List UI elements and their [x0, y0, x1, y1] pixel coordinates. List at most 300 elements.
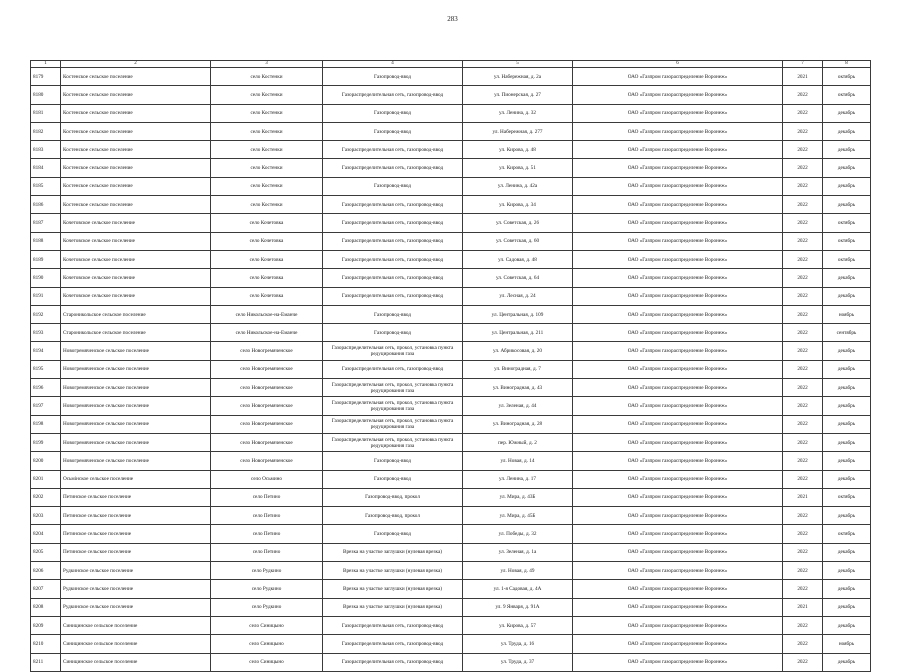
month-cell: октябрь — [823, 86, 871, 104]
table-row — [31, 470, 871, 488]
address-cell: ул. Победы, д. 32 — [463, 525, 573, 543]
settlement-name-cell: Костенское сельское поселение — [61, 177, 211, 195]
row-number-cell: 8181 — [31, 104, 61, 122]
object-type-cell: Газопровод-ввод — [323, 122, 463, 140]
locality-name-cell: село Кочетовка — [211, 269, 323, 287]
row-number-cell: 8196 — [31, 379, 61, 397]
organization-cell: ОАО «Газпром газораспределение Воронеж» — [573, 232, 783, 250]
settlement-name-cell: Новогремяченское сельское поселение — [61, 415, 211, 433]
row-number-cell: 8185 — [31, 177, 61, 195]
object-type-cell: Газопровод-ввод — [323, 452, 463, 470]
table-row — [31, 616, 871, 634]
year-cell: 2022 — [783, 177, 823, 195]
address-cell: ул. Садовая, д. 48 — [463, 250, 573, 268]
year-cell: 2022 — [783, 360, 823, 378]
object-type-cell: Газораспределительная сеть, газопровод-ввод — [323, 653, 463, 671]
locality-name-cell: село Синицыно — [211, 635, 323, 653]
organization-cell: ОАО «Газпром газораспределение Воронеж» — [573, 324, 783, 342]
organization-cell: ОАО «Газпром газораспределение Воронеж» — [573, 543, 783, 561]
address-cell: ул. Ленина, д. 42а — [463, 177, 573, 195]
column-number: 7 — [783, 61, 823, 68]
address-cell: ул. Абрикосовая, д. 20 — [463, 342, 573, 360]
locality-name-cell: село Синицыно — [211, 616, 323, 634]
year-cell: 2022 — [783, 507, 823, 525]
month-cell: декабрь — [823, 415, 871, 433]
row-number-cell: 8206 — [31, 562, 61, 580]
year-cell: 2022 — [783, 269, 823, 287]
address-cell: ул. Новая, д. 14 — [463, 452, 573, 470]
year-cell: 2022 — [783, 616, 823, 634]
object-type-cell: Газопровод-ввод — [323, 324, 463, 342]
row-number-cell: 8189 — [31, 250, 61, 268]
object-type-cell: Газораспределительная сеть, прокол, установка пункта редуцирования газа — [323, 415, 463, 433]
locality-name-cell: село Костенки — [211, 122, 323, 140]
month-cell: декабрь — [823, 196, 871, 214]
row-number-cell: 8191 — [31, 287, 61, 305]
address-cell: ул. 9 Января, д. 91А — [463, 598, 573, 616]
object-type-cell: Врезка на участке заглушки (нулевая врезка) — [323, 598, 463, 616]
table-row — [31, 580, 871, 598]
table-row — [31, 598, 871, 616]
year-cell: 2022 — [783, 141, 823, 159]
month-cell: декабрь — [823, 616, 871, 634]
settlement-name-cell: Новогремяченское сельское поселение — [61, 360, 211, 378]
organization-cell: ОАО «Газпром газораспределение Воронеж» — [573, 580, 783, 598]
year-cell: 2021 — [783, 488, 823, 506]
month-cell: декабрь — [823, 159, 871, 177]
locality-name-cell: село Костенки — [211, 177, 323, 195]
month-cell: декабрь — [823, 580, 871, 598]
organization-cell: ОАО «Газпром газораспределение Воронеж» — [573, 598, 783, 616]
object-type-cell: Газораспределительная сеть, газопровод-ввод — [323, 287, 463, 305]
locality-name-cell: село Костенки — [211, 86, 323, 104]
organization-cell: ОАО «Газпром газораспределение Воронеж» — [573, 342, 783, 360]
month-cell: декабрь — [823, 397, 871, 415]
row-number-cell: 8182 — [31, 122, 61, 140]
row-number-cell: 8195 — [31, 360, 61, 378]
object-type-cell: Врезка на участке заглушки (нулевая врезка) — [323, 580, 463, 598]
organization-cell: ОАО «Газпром газораспределение Воронеж» — [573, 177, 783, 195]
table-row — [31, 104, 871, 122]
address-cell: ул. Труда, д. 16 — [463, 635, 573, 653]
month-cell: декабрь — [823, 543, 871, 561]
settlement-name-cell: Новогремяченское сельское поселение — [61, 379, 211, 397]
year-cell: 2021 — [783, 68, 823, 86]
organization-cell: ОАО «Газпром газораспределение Воронеж» — [573, 122, 783, 140]
settlement-name-cell: Кочетовское сельское поселение — [61, 250, 211, 268]
month-cell: октябрь — [823, 214, 871, 232]
object-type-cell: Газораспределительная сеть, прокол, установка пункта редуцирования газа — [323, 342, 463, 360]
address-cell: ул. Ленина, д. 32 — [463, 104, 573, 122]
object-type-cell: Газораспределительная сеть, газопровод-ввод — [323, 250, 463, 268]
address-cell: ул. Мира, д. 43Б — [463, 488, 573, 506]
month-cell: декабрь — [823, 141, 871, 159]
object-type-cell: Газопровод-ввод, прокол — [323, 507, 463, 525]
row-number-cell: 8179 — [31, 68, 61, 86]
table-row — [31, 543, 871, 561]
settlement-name-cell: Кочетовское сельское поселение — [61, 269, 211, 287]
month-cell: октябрь — [823, 250, 871, 268]
table-row — [31, 86, 871, 104]
locality-name-cell: село Костенки — [211, 196, 323, 214]
organization-cell: ОАО «Газпром газораспределение Воронеж» — [573, 360, 783, 378]
organization-cell: ОАО «Газпром газораспределение Воронеж» — [573, 635, 783, 653]
row-number-cell: 8190 — [31, 269, 61, 287]
object-type-cell: Газораспределительная сеть, газопровод-ввод — [323, 232, 463, 250]
month-cell: декабрь — [823, 360, 871, 378]
organization-cell: ОАО «Газпром газораспределение Воронеж» — [573, 397, 783, 415]
settlement-name-cell: Кочетовское сельское поселение — [61, 214, 211, 232]
month-cell: октябрь — [823, 488, 871, 506]
row-number-cell: 8201 — [31, 470, 61, 488]
year-cell: 2022 — [783, 562, 823, 580]
year-cell: 2022 — [783, 287, 823, 305]
organization-cell: ОАО «Газпром газораспределение Воронеж» — [573, 250, 783, 268]
locality-name-cell: село Новогремяченское — [211, 397, 323, 415]
year-cell: 2022 — [783, 232, 823, 250]
address-cell: ул. 1-я Садовая, д. 4А — [463, 580, 573, 598]
settlement-name-cell: Новогремяченское сельское поселение — [61, 342, 211, 360]
address-cell: ул. Кирова, д. 34 — [463, 196, 573, 214]
table-row — [31, 635, 871, 653]
settlement-name-cell: Синицинское сельское поселение — [61, 653, 211, 671]
table-row — [31, 342, 871, 360]
row-number-cell: 8204 — [31, 525, 61, 543]
object-type-cell: Газораспределительная сеть, прокол, установка пункта редуцирования газа — [323, 379, 463, 397]
address-cell: ул. Мира, д. 45Б — [463, 507, 573, 525]
month-cell: октябрь — [823, 232, 871, 250]
object-type-cell: Газораспределительная сеть, газопровод-ввод — [323, 159, 463, 177]
locality-name-cell: село Костенки — [211, 104, 323, 122]
address-cell: ул. Набережная, д. 2а — [463, 68, 573, 86]
address-cell: ул. Кирова, д. 51 — [463, 159, 573, 177]
table-row — [31, 269, 871, 287]
row-number-cell: 8180 — [31, 86, 61, 104]
object-type-cell: Газораспределительная сеть, газопровод-ввод — [323, 616, 463, 634]
settlement-name-cell: Костенское сельское поселение — [61, 122, 211, 140]
object-type-cell: Газопровод-ввод — [323, 305, 463, 323]
table-row — [31, 232, 871, 250]
settlement-name-cell: Староникольское сельское поселение — [61, 324, 211, 342]
month-cell: ноябрь — [823, 305, 871, 323]
row-number-cell: 8202 — [31, 488, 61, 506]
year-cell: 2022 — [783, 635, 823, 653]
month-cell: декабрь — [823, 287, 871, 305]
locality-name-cell: село Кочетовка — [211, 287, 323, 305]
locality-name-cell: село Новогремяченское — [211, 379, 323, 397]
locality-name-cell: село Петино — [211, 525, 323, 543]
table-row — [31, 214, 871, 232]
settlement-name-cell: Кочетовское сельское поселение — [61, 232, 211, 250]
settlement-name-cell: Костенское сельское поселение — [61, 68, 211, 86]
table-row — [31, 397, 871, 415]
table-row — [31, 177, 871, 195]
object-type-cell: Газораспределительная сеть, газопровод-ввод — [323, 141, 463, 159]
locality-name-cell: село Кочетовка — [211, 250, 323, 268]
organization-cell: ОАО «Газпром газораспределение Воронеж» — [573, 415, 783, 433]
year-cell: 2022 — [783, 433, 823, 451]
address-cell: ул. Кирова, д. 57 — [463, 616, 573, 634]
month-cell: декабрь — [823, 562, 871, 580]
organization-cell: ОАО «Газпром газораспределение Воронеж» — [573, 214, 783, 232]
page-number: 283 — [447, 15, 458, 23]
locality-name-cell: село Петино — [211, 507, 323, 525]
row-number-cell: 8192 — [31, 305, 61, 323]
settlement-name-cell: Костенское сельское поселение — [61, 141, 211, 159]
object-type-cell: Газораспределительная сеть, прокол, установка пункта редуцирования газа — [323, 397, 463, 415]
month-cell: декабрь — [823, 433, 871, 451]
month-cell: декабрь — [823, 470, 871, 488]
address-cell: ул. Центральная, д. 211 — [463, 324, 573, 342]
row-number-cell: 8194 — [31, 342, 61, 360]
table-body — [31, 68, 871, 672]
settlement-name-cell: Новогремяченское сельское поселение — [61, 397, 211, 415]
year-cell: 2022 — [783, 470, 823, 488]
locality-name-cell: село Никольское-на-Еманче — [211, 324, 323, 342]
settlement-name-cell: Петинское сельское поселение — [61, 525, 211, 543]
year-cell: 2022 — [783, 250, 823, 268]
locality-name-cell: село Новогремяченское — [211, 342, 323, 360]
address-cell: ул. Лесная, д. 24 — [463, 287, 573, 305]
object-type-cell: Врезка на участке заглушки (нулевая врезка) — [323, 562, 463, 580]
object-type-cell: Газопровод-ввод — [323, 177, 463, 195]
locality-name-cell: село Костенки — [211, 68, 323, 86]
table-row — [31, 360, 871, 378]
address-cell: ул. Зеленая, д. 44 — [463, 397, 573, 415]
year-cell: 2022 — [783, 580, 823, 598]
settlement-name-cell: Костенское сельское поселение — [61, 196, 211, 214]
locality-name-cell: село Новогремяченское — [211, 360, 323, 378]
year-cell: 2022 — [783, 525, 823, 543]
settlement-name-cell: Синицинское сельское поселение — [61, 616, 211, 634]
table-row — [31, 250, 871, 268]
month-cell: декабрь — [823, 122, 871, 140]
year-cell: 2022 — [783, 653, 823, 671]
row-number-cell: 8183 — [31, 141, 61, 159]
settlement-name-cell: Рудкинское сельское поселение — [61, 562, 211, 580]
year-cell: 2022 — [783, 379, 823, 397]
row-number-cell: 8200 — [31, 452, 61, 470]
year-cell: 2022 — [783, 104, 823, 122]
table-row — [31, 415, 871, 433]
table-row — [31, 196, 871, 214]
locality-name-cell: село Рудкино — [211, 580, 323, 598]
settlement-name-cell: Петинское сельское поселение — [61, 543, 211, 561]
table-row — [31, 653, 871, 671]
address-cell: ул. Пионерская, д. 27 — [463, 86, 573, 104]
table-row — [31, 122, 871, 140]
object-type-cell: Газораспределительная сеть, газопровод-ввод — [323, 86, 463, 104]
settlement-name-cell: Костенское сельское поселение — [61, 159, 211, 177]
month-cell: декабрь — [823, 598, 871, 616]
organization-cell: ОАО «Газпром газораспределение Воронеж» — [573, 452, 783, 470]
address-cell: ул. Кирова, д. 48 — [463, 141, 573, 159]
row-number-cell: 8188 — [31, 232, 61, 250]
locality-name-cell: село Петино — [211, 543, 323, 561]
row-number-cell: 8199 — [31, 433, 61, 451]
year-cell: 2022 — [783, 452, 823, 470]
column-number: 1 — [31, 61, 61, 68]
address-cell: ул. Советская, д. 60 — [463, 232, 573, 250]
column-number: 5 — [463, 61, 573, 68]
organization-cell: ОАО «Газпром газораспределение Воронеж» — [573, 616, 783, 634]
object-type-cell: Газораспределительная сеть, газопровод-ввод — [323, 269, 463, 287]
year-cell: 2022 — [783, 196, 823, 214]
locality-name-cell: село Рудкино — [211, 562, 323, 580]
settlement-name-cell: Рудкинское сельское поселение — [61, 580, 211, 598]
settlement-name-cell: Староникольское сельское поселение — [61, 305, 211, 323]
settlement-name-cell: Петинское сельское поселение — [61, 507, 211, 525]
year-cell: 2022 — [783, 214, 823, 232]
settlement-name-cell: Осьмінское сельское поселение — [61, 470, 211, 488]
month-cell: декабрь — [823, 177, 871, 195]
settlement-name-cell: Петинское сельское поселение — [61, 488, 211, 506]
column-number: 3 — [211, 61, 323, 68]
column-number-row — [31, 61, 871, 68]
organization-cell: ОАО «Газпром газораспределение Воронеж» — [573, 86, 783, 104]
organization-cell: ОАО «Газпром газораспределение Воронеж» — [573, 269, 783, 287]
organization-cell: ОАО «Газпром газораспределение Воронеж» — [573, 196, 783, 214]
table-row — [31, 287, 871, 305]
month-cell: октябрь — [823, 525, 871, 543]
table-row — [31, 141, 871, 159]
month-cell: ноябрь — [823, 635, 871, 653]
table-row — [31, 452, 871, 470]
locality-name-cell: село Петино — [211, 488, 323, 506]
locality-name-cell: село Костенки — [211, 141, 323, 159]
year-cell: 2022 — [783, 159, 823, 177]
object-type-cell: Газораспределительная сеть, газопровод-ввод — [323, 214, 463, 232]
month-cell: декабрь — [823, 452, 871, 470]
column-number: 8 — [823, 61, 871, 68]
row-number-cell: 8198 — [31, 415, 61, 433]
row-number-cell: 8186 — [31, 196, 61, 214]
address-cell: ул. Виноградная, д. 43 — [463, 379, 573, 397]
organization-cell: ОАО «Газпром газораспределение Воронеж» — [573, 68, 783, 86]
month-cell: октябрь — [823, 68, 871, 86]
organization-cell: ОАО «Газпром газораспределение Воронеж» — [573, 562, 783, 580]
column-number: 4 — [323, 61, 463, 68]
object-type-cell: Газопровод-ввод — [323, 525, 463, 543]
settlement-name-cell: Новогремяченское сельское поселение — [61, 433, 211, 451]
address-cell: ул. Зеленая, д. 1а — [463, 543, 573, 561]
organization-cell: ОАО «Газпром газораспределение Воронеж» — [573, 305, 783, 323]
table-row — [31, 562, 871, 580]
locality-name-cell: село Кочетовка — [211, 214, 323, 232]
organization-cell: ОАО «Газпром газораспределение Воронеж» — [573, 159, 783, 177]
row-number-cell: 8207 — [31, 580, 61, 598]
object-type-cell: Газораспределительная сеть, газопровод-ввод — [323, 635, 463, 653]
column-number: 2 — [61, 61, 211, 68]
settlement-name-cell: Костенское сельское поселение — [61, 104, 211, 122]
locality-name-cell: село Костенки — [211, 159, 323, 177]
object-type-cell: Газораспределительная сеть, прокол, установка пункта редуцирования газа — [323, 433, 463, 451]
table-row — [31, 305, 871, 323]
row-number-cell: 8197 — [31, 397, 61, 415]
organization-cell: ОАО «Газпром газораспределение Воронеж» — [573, 104, 783, 122]
row-number-cell: 8208 — [31, 598, 61, 616]
table-row — [31, 507, 871, 525]
address-cell: ул. Виноградная, д. 28 — [463, 415, 573, 433]
row-number-cell: 8203 — [31, 507, 61, 525]
object-type-cell: Газопровод-ввод — [323, 68, 463, 86]
row-number-cell: 8184 — [31, 159, 61, 177]
month-cell: декабрь — [823, 653, 871, 671]
locality-name-cell: село Никольское-на-Еманче — [211, 305, 323, 323]
year-cell: 2022 — [783, 543, 823, 561]
organization-cell: ОАО «Газпром газораспределение Воронеж» — [573, 653, 783, 671]
row-number-cell: 8193 — [31, 324, 61, 342]
year-cell: 2022 — [783, 342, 823, 360]
gasification-table — [30, 60, 871, 672]
object-type-cell: Газопровод-ввод, прокол — [323, 488, 463, 506]
row-number-cell: 8205 — [31, 543, 61, 561]
settlement-name-cell: Новогремяченское сельское поселение — [61, 452, 211, 470]
organization-cell: ОАО «Газпром газораспределение Воронеж» — [573, 141, 783, 159]
table-row — [31, 488, 871, 506]
object-type-cell: Газопровод-ввод — [323, 104, 463, 122]
table-row — [31, 433, 871, 451]
object-type-cell: Газораспределительная сеть, газопровод-ввод — [323, 360, 463, 378]
table-row — [31, 159, 871, 177]
month-cell: сентябрь — [823, 324, 871, 342]
row-number-cell: 8211 — [31, 653, 61, 671]
year-cell: 2021 — [783, 598, 823, 616]
month-cell: декабрь — [823, 342, 871, 360]
organization-cell: ОАО «Газпром газораспределение Воронеж» — [573, 470, 783, 488]
year-cell: 2022 — [783, 305, 823, 323]
address-cell: пер. Южный, д. 2 — [463, 433, 573, 451]
year-cell: 2022 — [783, 415, 823, 433]
object-type-cell: Врезка на участке заглушки (нулевая врезка) — [323, 543, 463, 561]
address-cell: ул. Ленина, д. 17 — [463, 470, 573, 488]
locality-name-cell: село Синицыно — [211, 653, 323, 671]
locality-name-cell: село Новогремяченское — [211, 433, 323, 451]
month-cell: декабрь — [823, 379, 871, 397]
organization-cell: ОАО «Газпром газораспределение Воронеж» — [573, 525, 783, 543]
organization-cell: ОАО «Газпром газораспределение Воронеж» — [573, 379, 783, 397]
settlement-name-cell: Костенское сельское поселение — [61, 86, 211, 104]
year-cell: 2022 — [783, 397, 823, 415]
locality-name-cell: село Осьмино — [211, 470, 323, 488]
organization-cell: ОАО «Газпром газораспределение Воронеж» — [573, 287, 783, 305]
table-row — [31, 68, 871, 86]
locality-name-cell: село Новогремяченское — [211, 415, 323, 433]
organization-cell: ОАО «Газпром газораспределение Воронеж» — [573, 507, 783, 525]
locality-name-cell: село Новогремяченское — [211, 452, 323, 470]
table-row — [31, 379, 871, 397]
settlement-name-cell: Кочетовское сельское поселение — [61, 287, 211, 305]
year-cell: 2022 — [783, 86, 823, 104]
row-number-cell: 8187 — [31, 214, 61, 232]
year-cell: 2022 — [783, 324, 823, 342]
locality-name-cell: село Кочетовка — [211, 232, 323, 250]
year-cell: 2022 — [783, 122, 823, 140]
month-cell: декабрь — [823, 269, 871, 287]
row-number-cell: 8209 — [31, 616, 61, 634]
locality-name-cell: село Рудкино — [211, 598, 323, 616]
address-cell: ул. Новая, д. 49 — [463, 562, 573, 580]
month-cell: декабрь — [823, 104, 871, 122]
row-number-cell: 8210 — [31, 635, 61, 653]
address-cell: ул. Советская, д. 26 — [463, 214, 573, 232]
address-cell: ул. Виноградная, д. 7 — [463, 360, 573, 378]
address-cell: ул. Набережная, д. 277 — [463, 122, 573, 140]
table-row — [31, 525, 871, 543]
address-cell: ул. Советская, д. 64 — [463, 269, 573, 287]
object-type-cell: Газопровод-ввод — [323, 470, 463, 488]
settlement-name-cell: Синицинское сельское поселение — [61, 635, 211, 653]
